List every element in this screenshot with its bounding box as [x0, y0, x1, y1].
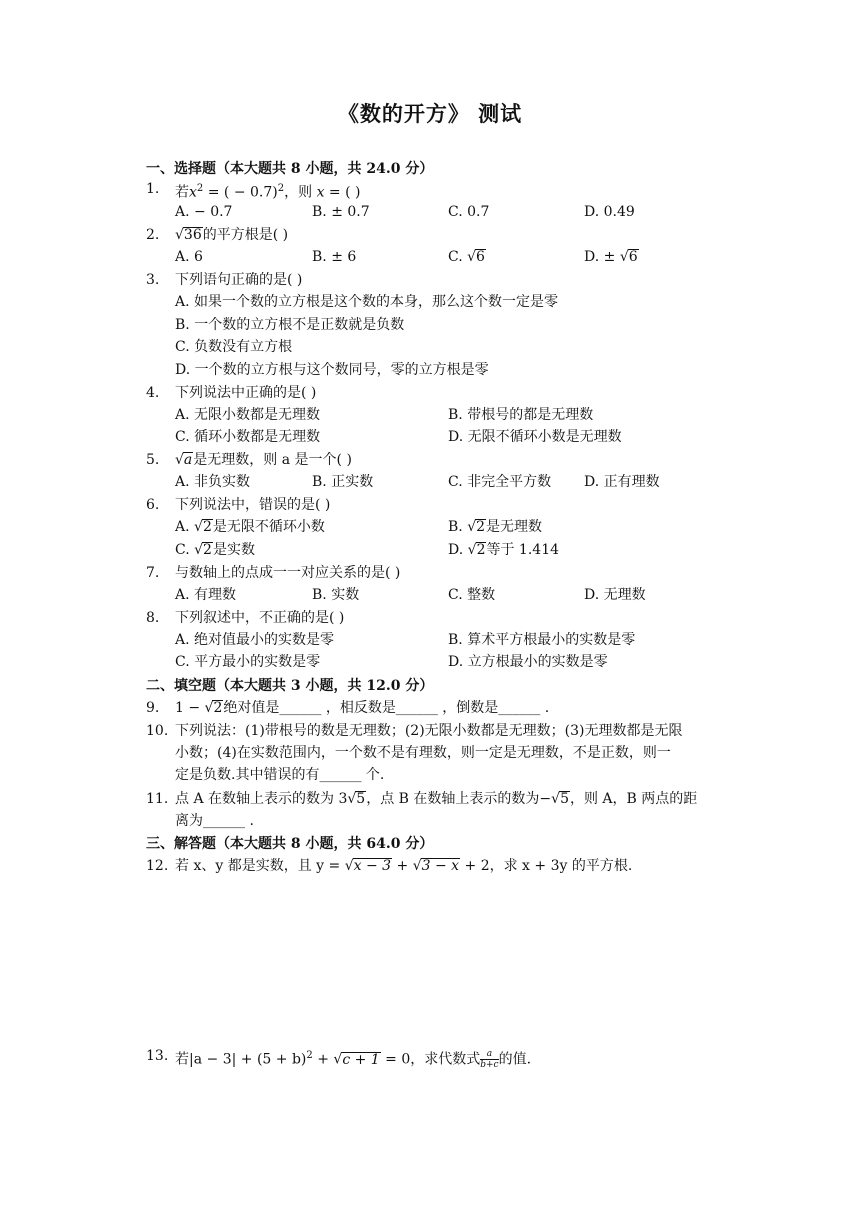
question-text: 1 − √2绝对值是______ ，相反数是______ ，倒数是______ .	[175, 700, 550, 716]
question-number: 12.	[146, 858, 169, 874]
option-b[interactable]: B. 一个数的立方根不是正数就是负数	[175, 317, 405, 333]
option-a[interactable]: A. 非负实数	[175, 474, 251, 490]
page-title: 《数的开方》 测试	[337, 101, 523, 126]
question-number: 8.	[146, 610, 160, 626]
option-d[interactable]: D. 正有理数	[584, 474, 660, 490]
question-text: 与数轴上的点成一一对应关系的是( )	[175, 565, 401, 581]
option-a[interactable]: A. 有理数	[175, 587, 237, 603]
question-number: 2.	[146, 227, 160, 243]
option-b[interactable]: B. 实数	[312, 587, 360, 603]
option-a[interactable]: A. √2是无限不循环小数	[175, 519, 325, 535]
option-a[interactable]: A. 如果一个数的立方根是这个数的本身，那么这个数一定是零	[175, 294, 559, 310]
question-text: 若 x、y 都是实数，且 y = √x − 3 + √3 − x + 2，求 x + 3y 的平方根.	[175, 858, 633, 874]
question-text: 若$x^2$ = ( − 0.7)$^2$，则 x = ( )	[175, 183, 361, 201]
option-b[interactable]: B. ± 0.7	[312, 204, 370, 220]
option-a[interactable]: A. 6	[175, 249, 203, 265]
option-a[interactable]: A. 无限小数都是无理数	[175, 407, 321, 423]
option-c[interactable]: C. 循环小数都是无理数	[175, 429, 321, 445]
option-c[interactable]: C. 平方最小的实数是零	[175, 654, 321, 670]
option-d[interactable]: D. ± √6	[584, 249, 638, 265]
option-a[interactable]: A. 绝对值最小的实数是零	[175, 632, 335, 648]
option-c[interactable]: C. √2是实数	[175, 542, 255, 558]
question-number: 6.	[146, 497, 160, 513]
option-d[interactable]: D. 0.49	[584, 204, 635, 220]
question-number: 10.	[146, 723, 169, 739]
question-number: 13.	[146, 1048, 169, 1064]
question-text: √a是无理数，则 a 是一个( )	[175, 452, 352, 468]
question-number: 3.	[146, 272, 160, 288]
question-number: 1.	[146, 181, 160, 197]
option-d[interactable]: D. 无理数	[584, 587, 646, 603]
option-c[interactable]: C. 整数	[448, 587, 496, 603]
question-text: 下列说法中，错误的是( )	[175, 497, 331, 513]
question-text: √36的平方根是( )	[175, 227, 289, 243]
option-b[interactable]: B. √2是无理数	[448, 519, 543, 535]
question-text: 下列说法：(1)带根号的数是无理数；(2)无限小数都是无理数；(3)无理数都是无限 小数；(4)在实数范围内，一个数不是有理数，则一定是无理数，不是正数，则一 定是负数.其中错误的有______ 个.	[175, 723, 683, 783]
option-d[interactable]: D. 立方根最小的实数是零	[448, 654, 608, 670]
question-text: 若$|a - 3| + (5 + b)^2 + √c + 1 = 0$，求代数式 $\frac{a}{b+c}$ 的值.	[175, 1049, 532, 1071]
option-d[interactable]: D. 无限不循环小数是无理数	[448, 429, 622, 445]
section-heading-choice: 一、选择题（本大题共 8 小题，共 24.0 分）	[146, 161, 434, 177]
option-b[interactable]: B. 算术平方根最小的实数是零	[448, 632, 636, 648]
option-c[interactable]: C. 0.7	[448, 204, 490, 220]
question-text: 下列叙述中，不正确的是( )	[175, 610, 345, 626]
option-d[interactable]: D. √2等于 1.414	[448, 542, 560, 558]
option-d[interactable]: D. 一个数的立方根与这个数同号，零的立方根是零	[175, 362, 489, 378]
option-c[interactable]: C. 负数没有立方根	[175, 339, 293, 355]
option-c[interactable]: C. 非完全平方数	[448, 474, 552, 490]
section-heading-fill: 二、填空题（本大题共 3 小题，共 12.0 分）	[146, 678, 434, 694]
question-number: 4.	[146, 385, 160, 401]
question-number: 5.	[146, 452, 160, 468]
question-number: 9.	[146, 700, 160, 716]
option-a[interactable]: A. − 0.7	[175, 204, 233, 220]
question-text: 下列语句正确的是( )	[175, 272, 303, 288]
question-number: 7.	[146, 565, 160, 581]
question-number: 11.	[146, 791, 169, 807]
question-text: 下列说法中正确的是( )	[175, 385, 317, 401]
question-text: 点 A 在数轴上表示的数为 3√5，点 B 在数轴上表示的数为−√5，则 A，B 两点的距 离为______ .	[175, 791, 698, 829]
option-c[interactable]: C. √6	[448, 249, 485, 265]
option-b[interactable]: B. 正实数	[312, 474, 374, 490]
option-b[interactable]: B. 带根号的都是无理数	[448, 407, 594, 423]
option-b[interactable]: B. ± 6	[312, 249, 357, 265]
section-heading-solve: 三、解答题（本大题共 8 小题，共 64.0 分）	[146, 836, 434, 852]
